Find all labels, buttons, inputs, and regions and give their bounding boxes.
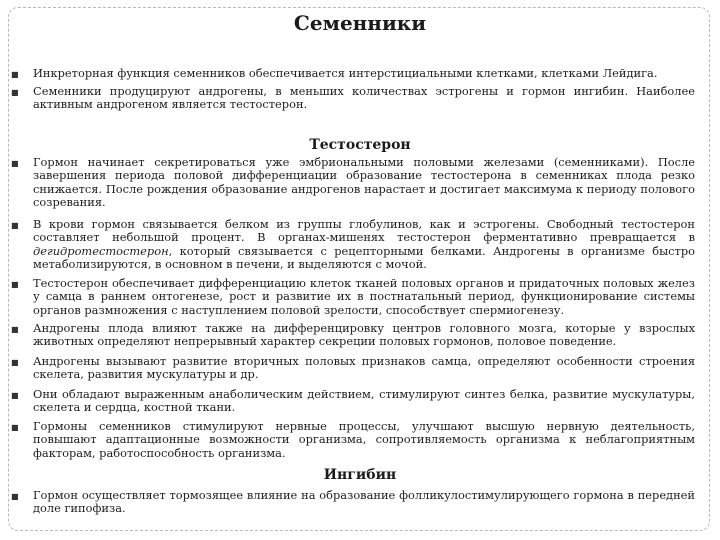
list-item-8: Гормоны семенников стимулируют нервные процессы, улучшают высшую нервную деятельность, повышают адаптационные возможности организма, сопротивляемость организма к неблагоприятным факторам, работоспособность организма. bbox=[33, 419, 695, 460]
section-heading-testosterone: Тестостерон bbox=[309, 137, 411, 153]
bullet-icon: ■ bbox=[11, 159, 19, 168]
item-3-text-end: , который связывается с рецепторными белками. Андрогены в организме быстро метаболизируются, в основном в печени, и выделяются с мочой. bbox=[33, 243, 695, 272]
list-item-7: Они обладают выраженным анаболическим действием, стимулируют синтез белка, развитие мускулатуры, скелета и сердца, костной ткани. bbox=[33, 387, 695, 415]
bullet-icon: ■ bbox=[11, 391, 19, 400]
item-3-emphasis: дегидротестостерон bbox=[33, 243, 169, 258]
bullet-icon: ■ bbox=[11, 70, 19, 79]
list-item-1: Семенники продуцируют андрогены, в меньших количествах эстрогены и гормон ингибин. Наиболее активным андрогеном является тестостерон. bbox=[33, 84, 695, 112]
list-item-9: Гормон осуществляет тормозящее влияние на образование фолликулостимулирующего гормона в передней доле гипофиза. bbox=[33, 488, 695, 516]
bullet-icon: ■ bbox=[11, 88, 19, 97]
list-item-4: Тестостерон обеспечивает дифференциацию клеток тканей половых органов и придаточных половых желез у самца в раннем онтогенезе, рост и развитие их в постнатальный период, функционирование системы органов размножения с наступлением половой зрелости, способствует спермиогенезу. bbox=[33, 276, 695, 317]
bullet-icon: ■ bbox=[11, 492, 19, 501]
bullet-icon: ■ bbox=[11, 325, 19, 334]
page-title: Семенники bbox=[293, 11, 427, 35]
list-item-3 bbox=[33, 218, 695, 272]
list-item-5: Андрогены плода влияют также на дифференцировку центров головного мозга, которые у взрослых животных определяют непрерывный характер секреции половых гормонов, половое поведение. bbox=[33, 321, 695, 349]
bullet-icon: ■ bbox=[11, 280, 19, 289]
bullet-icon: ■ bbox=[11, 358, 19, 367]
section-heading-inhibin: Ингибин bbox=[323, 467, 397, 483]
bullet-icon: ■ bbox=[11, 221, 19, 230]
bullet-icon: ■ bbox=[11, 423, 19, 432]
item-3-text-start: В крови гормон связывается белком из группы глобулинов, как и эстрогены. Свободный тестостерон составляет небольшой процент. В органах-мишенях тестостерон ферментативно превращается в bbox=[33, 217, 695, 245]
list-item-2: Гормон начинает секретироваться уже эмбриональными половыми железами (семенниками). После завершения периода половой дифференциации образование тестостерона в семенниках плода резко снижается. После рождения образование андрогенов нарастает и достигает максимума к периоду полового созревания. bbox=[33, 155, 695, 210]
list-item-0: Инкреторная функция семенников обеспечивается интерстициальными клетками, клетками Лейдига. bbox=[33, 66, 658, 80]
list-item-6: Андрогены вызывают развитие вторичных половых признаков самца, определяют особенности строения скелета, развития мускулатуры и др. bbox=[33, 354, 695, 382]
